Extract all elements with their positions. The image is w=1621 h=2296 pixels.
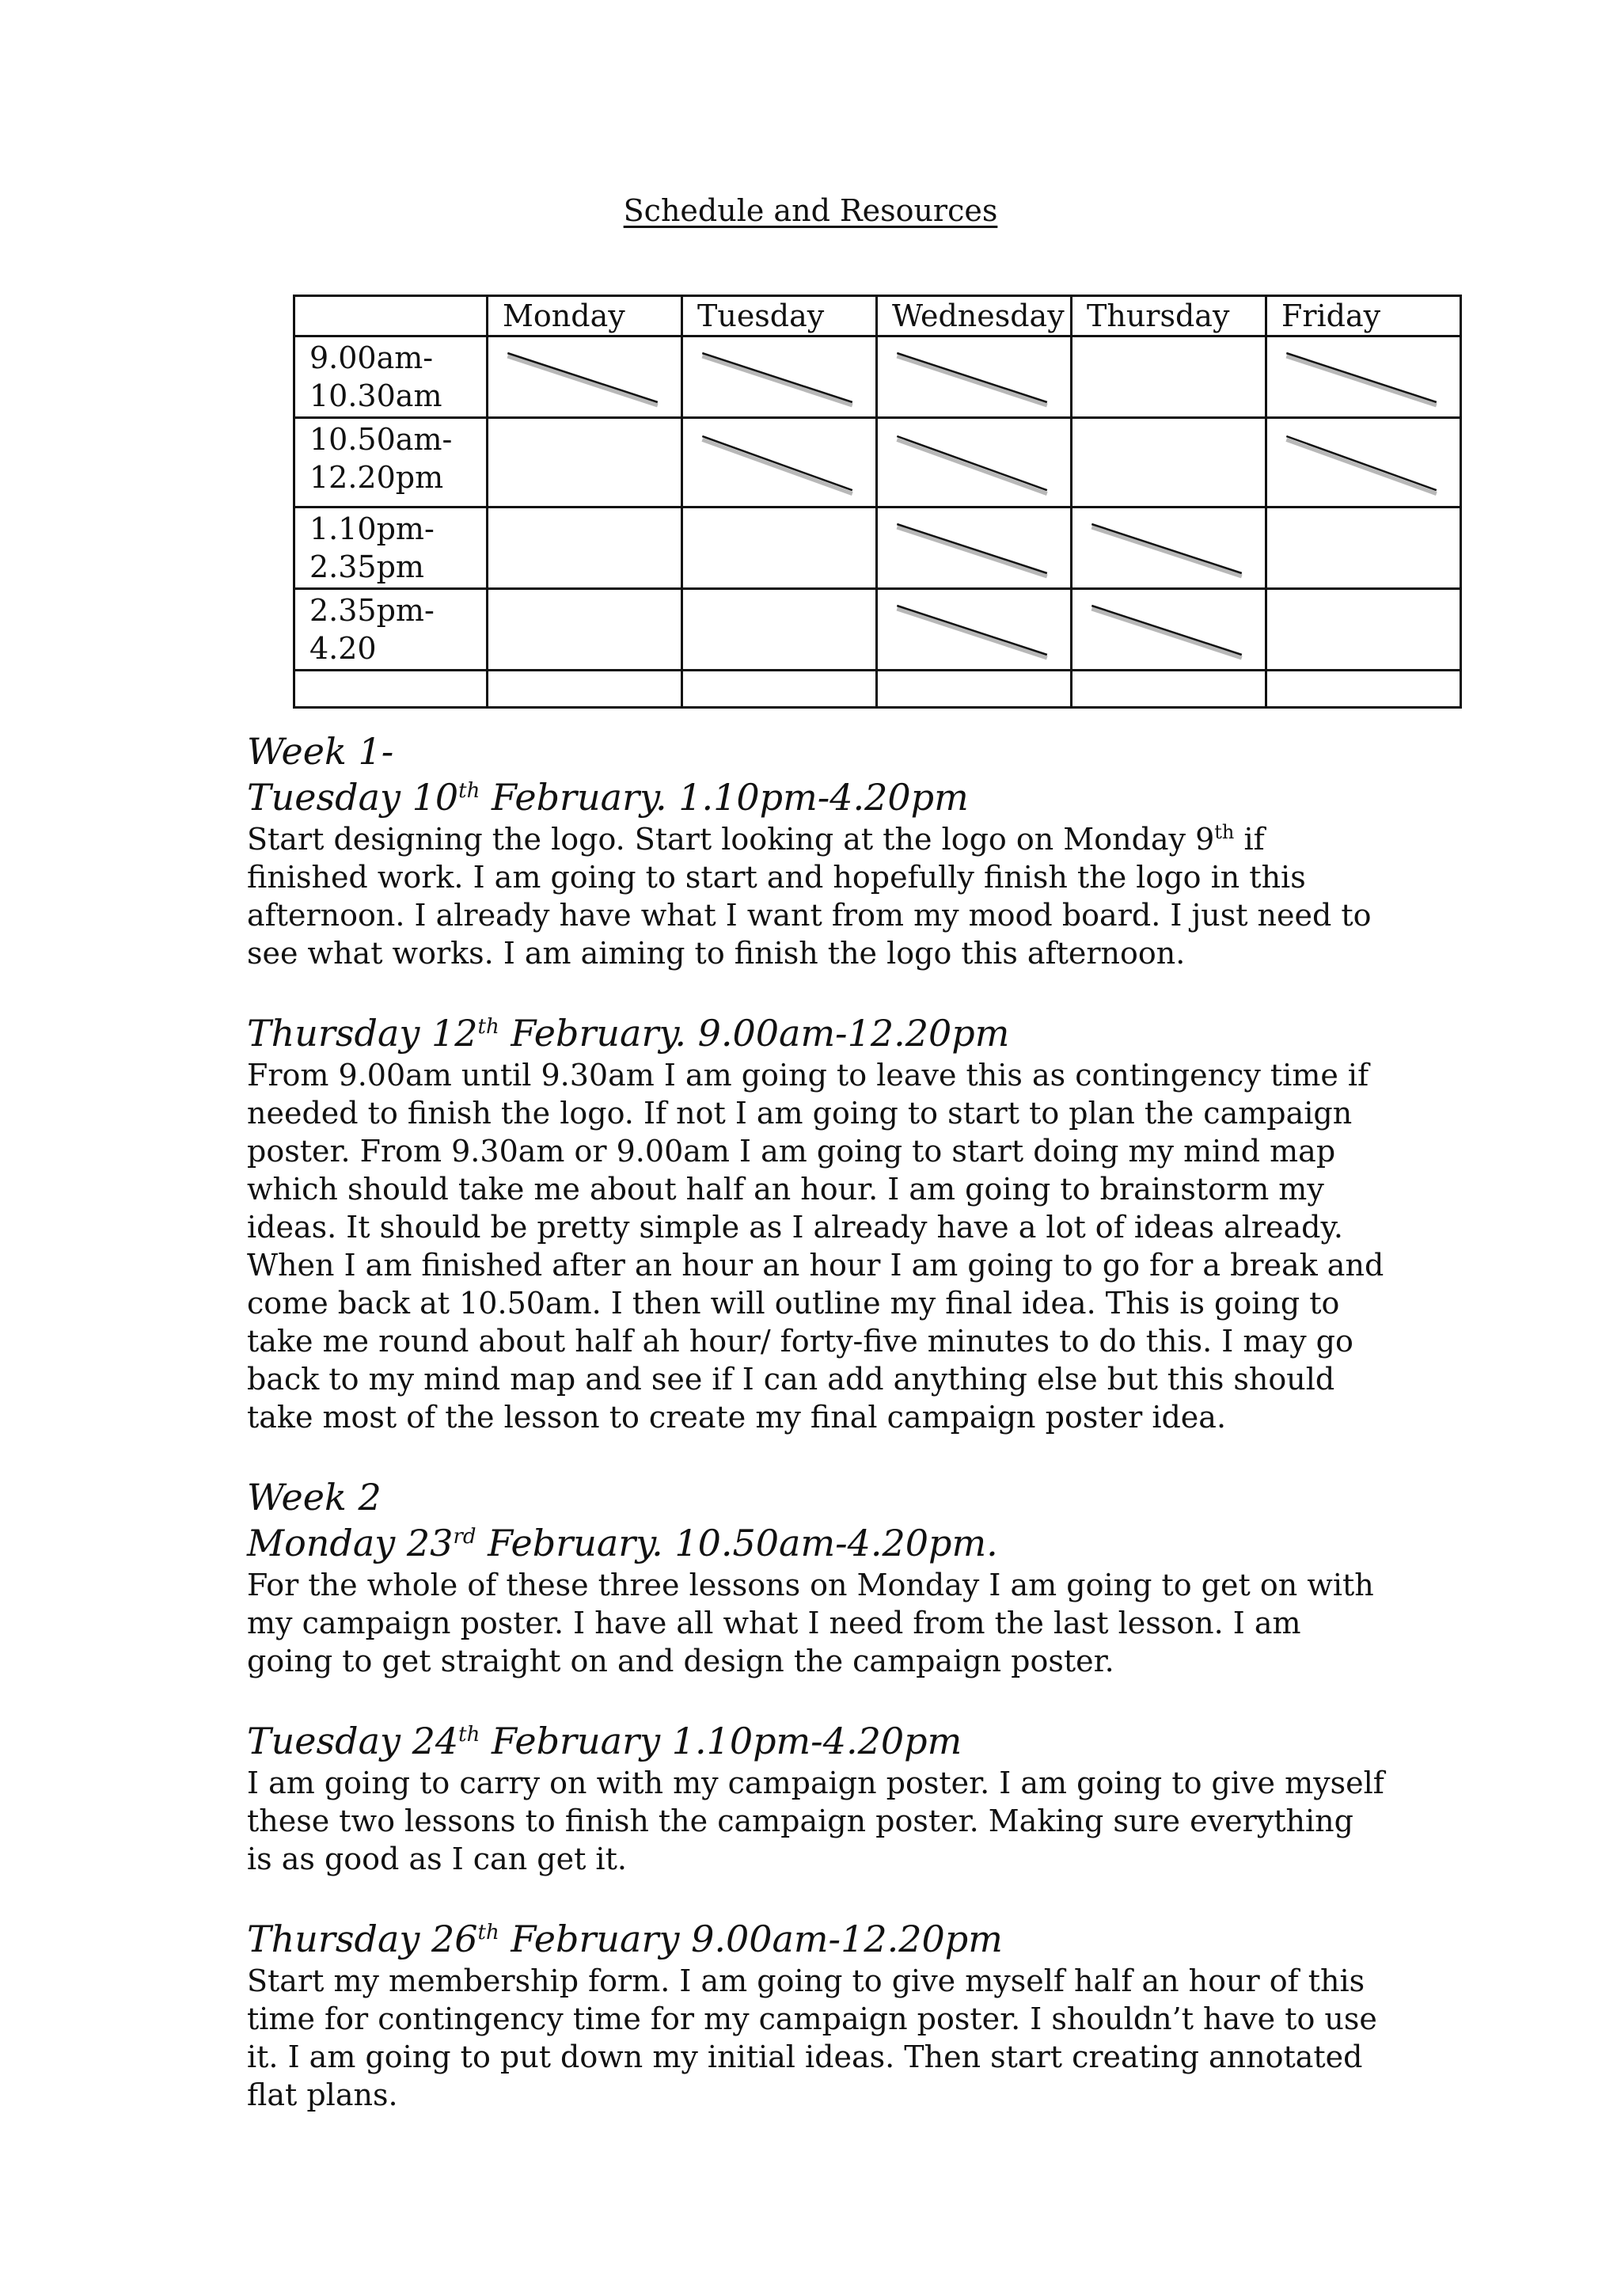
schedule-cell xyxy=(1072,671,1266,708)
page-title: Schedule and Resources xyxy=(623,193,998,228)
week-heading: Week 1- xyxy=(247,730,394,773)
day-heading-text: Monday 23 xyxy=(247,1522,454,1564)
ordinal-suffix: rd xyxy=(453,1525,476,1549)
slot-booked-mark xyxy=(878,337,1070,416)
schedule-cell xyxy=(682,336,877,418)
week-heading: Week 2 xyxy=(247,1476,382,1519)
day-description: Start my membership form. I am going to give myself half an hour of this time for contingency time for my campaign poster. I shouldn’t have to use it. I am going to put down my initial ideas. Then start creating annotated flat plans. xyxy=(247,1963,1377,2112)
slot-booked-mark xyxy=(683,337,875,416)
schedule-cell xyxy=(877,336,1072,418)
day-heading-text: February. 9.00am-12.20pm xyxy=(499,1012,1010,1055)
schedule-cell xyxy=(1266,671,1461,708)
day-description: I am going to carry on with my campaign poster. I am going to give myself these two lessons to finish the campaign poster. Making sure everything is as good as I can get it. xyxy=(247,1766,1384,1876)
schedule-cell xyxy=(1072,336,1266,418)
time-slot-label: 1.10pm- 2.35pm xyxy=(294,507,488,589)
day-heading xyxy=(247,1520,1387,1566)
day-heading-text: Thursday 12 xyxy=(247,1012,478,1055)
schedule-table xyxy=(293,295,1462,709)
schedule-cell xyxy=(682,671,877,708)
schedule-cell xyxy=(1072,589,1266,671)
schedule-cell xyxy=(488,671,682,708)
table-row xyxy=(294,418,1461,507)
schedule-cell xyxy=(1266,507,1461,589)
day-header-wednesday: Wednesday xyxy=(877,296,1072,336)
day-description: For the whole of these three lessons on Monday I am going to get on with my campaign poster. I have all what I need from the last lesson. I am going to get straight on and design the campaign poster. xyxy=(247,1568,1374,1678)
schedule-cell xyxy=(488,589,682,671)
slot-booked-mark xyxy=(878,419,1070,506)
day-heading-text: February. 1.10pm-4.20pm xyxy=(480,776,969,819)
ordinal-suffix: th xyxy=(458,1723,480,1747)
table-row xyxy=(294,671,1461,708)
slot-booked-mark xyxy=(1072,508,1265,587)
schedule-cell xyxy=(682,507,877,589)
schedule-cell xyxy=(1266,336,1461,418)
day-heading xyxy=(247,1718,1387,1764)
day-header-friday: Friday xyxy=(1266,296,1461,336)
schedule-cell xyxy=(877,507,1072,589)
slot-booked-mark xyxy=(878,508,1070,587)
schedule-cell xyxy=(1072,507,1266,589)
table-row xyxy=(294,589,1461,671)
day-heading-text: February 1.10pm-4.20pm xyxy=(480,1720,962,1762)
ordinal-suffix: th xyxy=(458,779,480,803)
schedule-cell xyxy=(1266,418,1461,507)
day-heading-text: February. 10.50am-4.20pm. xyxy=(476,1522,998,1564)
ordinal-suffix: th xyxy=(477,1921,499,1944)
table-row xyxy=(294,507,1461,589)
slot-booked-mark xyxy=(1267,337,1460,416)
slot-booked-mark xyxy=(878,590,1070,669)
time-slot-label: 9.00am- 10.30am xyxy=(294,336,488,418)
slot-booked-mark xyxy=(1072,590,1265,669)
slot-booked-mark xyxy=(1267,419,1460,506)
schedule-cell xyxy=(488,336,682,418)
schedule-cell xyxy=(1072,418,1266,507)
schedule-cell xyxy=(877,589,1072,671)
day-header-thursday: Thursday xyxy=(1072,296,1266,336)
table-header-row xyxy=(294,296,1461,336)
day-heading-text: Thursday 26 xyxy=(247,1918,478,1960)
slot-booked-mark xyxy=(488,337,681,416)
day-heading xyxy=(247,774,1387,820)
ordinal-suffix: th xyxy=(477,1015,499,1039)
day-heading xyxy=(247,1010,1387,1056)
day-heading-text: February 9.00am-12.20pm xyxy=(499,1918,1003,1960)
description-text: Start designing the logo. Start looking at the logo on Monday 9 xyxy=(247,822,1215,857)
plan-content xyxy=(247,728,1387,2114)
day-heading-text: Tuesday 24 xyxy=(247,1720,459,1762)
time-slot-label: 10.50am- 12.20pm xyxy=(294,418,488,507)
table-corner-cell xyxy=(294,296,488,336)
day-header-tuesday: Tuesday xyxy=(682,296,877,336)
description-text: if finished work. I am going to start and hopefully finish the logo in this afternoon. I already have what I want from my mood board. I just need to see what works. I am aiming to finish the logo this afternoon. xyxy=(247,822,1372,971)
schedule-cell xyxy=(682,589,877,671)
time-slot-label xyxy=(294,671,488,708)
slot-booked-mark xyxy=(683,419,875,506)
time-slot-label: 2.35pm- 4.20 xyxy=(294,589,488,671)
schedule-cell xyxy=(1266,589,1461,671)
schedule-cell xyxy=(877,671,1072,708)
schedule-cell xyxy=(488,418,682,507)
ordinal-suffix: th xyxy=(1214,821,1235,843)
day-heading-text: Tuesday 10 xyxy=(247,776,459,819)
schedule-cell xyxy=(682,418,877,507)
day-header-monday: Monday xyxy=(488,296,682,336)
day-heading xyxy=(247,1916,1387,1962)
day-description: From 9.00am until 9.30am I am going to leave this as contingency time if needed to finish the logo. If not I am going to start to plan the campaign poster. From 9.30am or 9.00am I am going to start doing my mind map which should take me about half an hour. I am going to brainstorm my ideas. It should be pretty simple as I already have a lot of ideas already. When I am finished after an hour an hour I am going to go for a break and come back at 10.50am. I then will outline my final idea. This is going to take me round about half ah hour/ forty-five minutes to do this. I may go back to my mind map and see if I can add anything else but this should take most of the lesson to create my final campaign poster idea. xyxy=(247,1058,1384,1435)
schedule-cell xyxy=(488,507,682,589)
day-description xyxy=(247,820,1387,972)
schedule-cell xyxy=(877,418,1072,507)
table-row xyxy=(294,336,1461,418)
